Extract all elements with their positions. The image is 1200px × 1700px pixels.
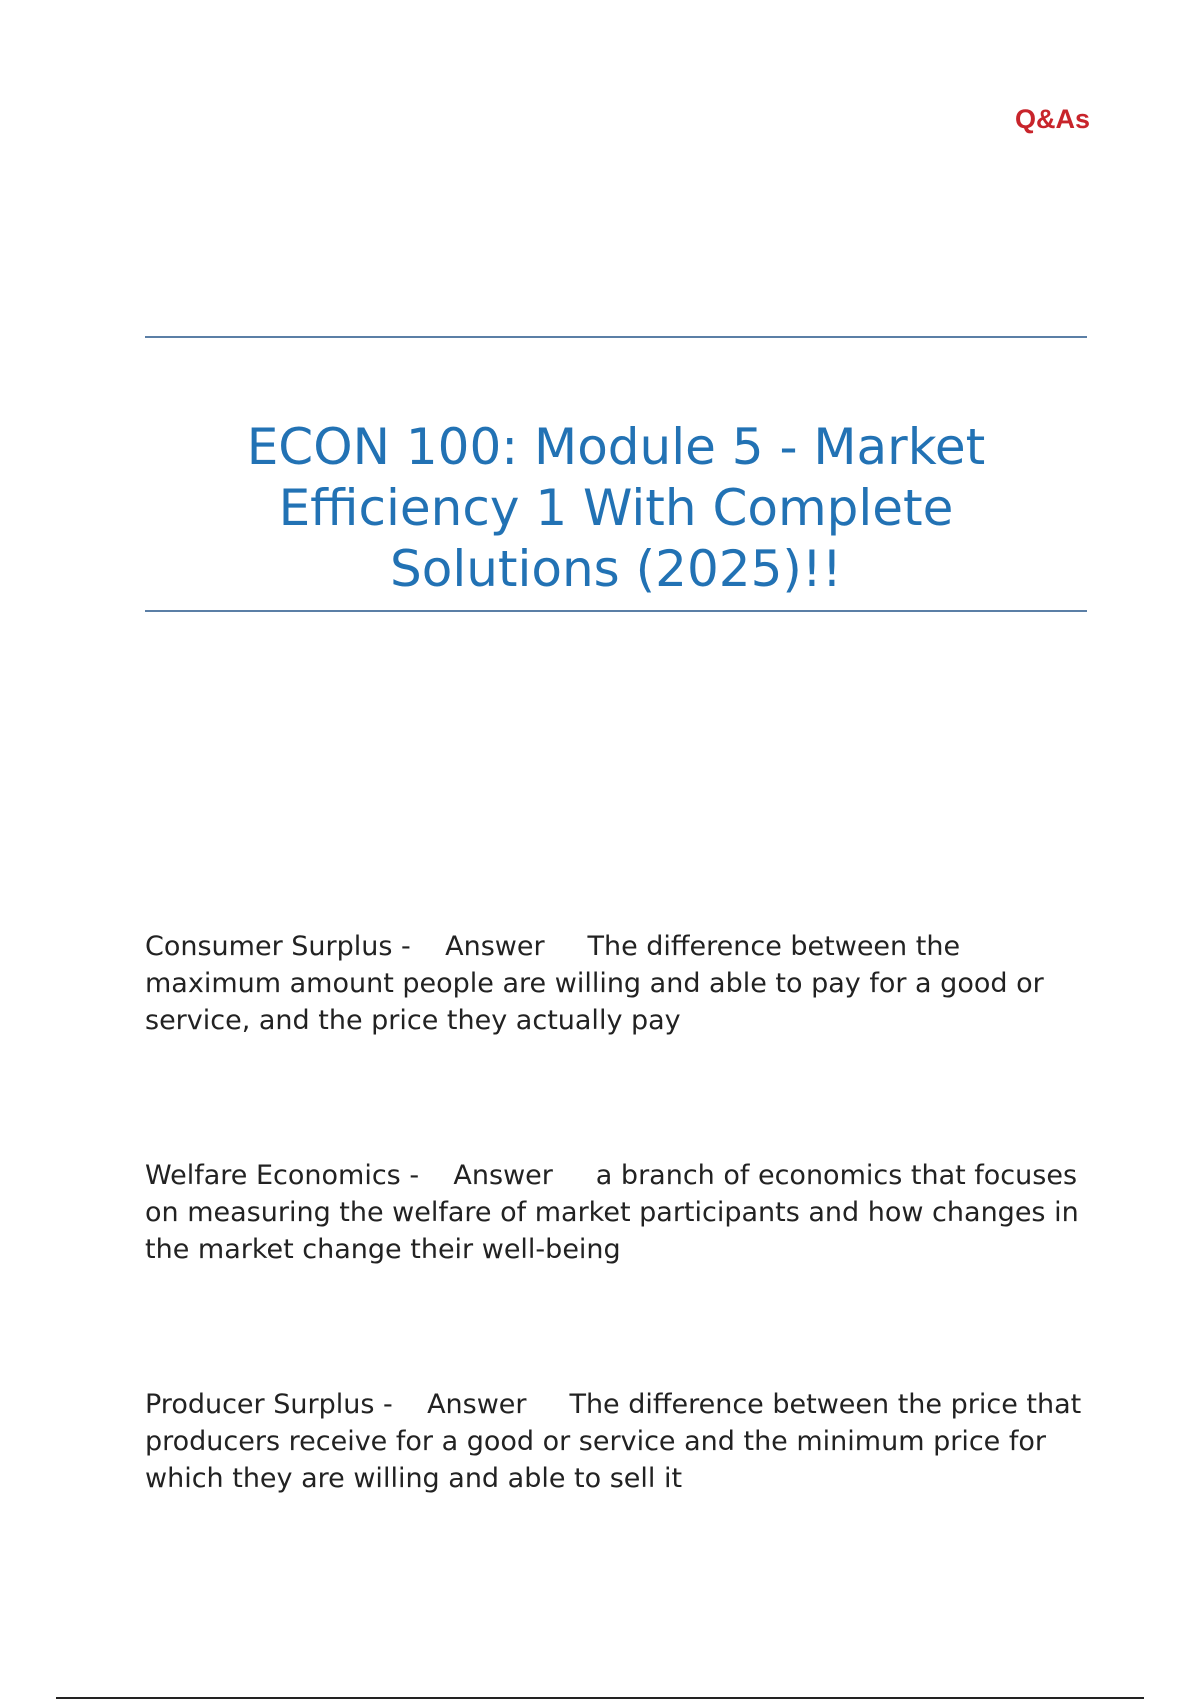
qa-definition: The difference between the price that producers receive for a good or service and the minimum price for which they are willing and able to sell it xyxy=(145,1389,1082,1494)
qa-header-tag: Q&As xyxy=(1014,104,1090,134)
footer-divider xyxy=(56,1697,1144,1699)
title-block xyxy=(145,336,1087,612)
qa-answer-label: Answer xyxy=(453,1160,553,1191)
qa-answer-label: Answer xyxy=(427,1389,527,1420)
qa-list xyxy=(145,928,1095,1615)
qa-definition: a branch of economics that focuses on measuring the welfare of market participants and how changes in the market change their well-being xyxy=(145,1160,1079,1265)
qa-term: Consumer Surplus - xyxy=(145,931,411,962)
qa-item xyxy=(145,1157,1095,1268)
document-title: ECON 100: Module 5 - Market Efficiency 1 With Complete Solutions (2025)!! xyxy=(246,418,986,598)
qa-item xyxy=(145,1386,1095,1497)
qa-term: Welfare Economics - xyxy=(145,1160,420,1191)
qa-answer-label: Answer xyxy=(445,931,545,962)
qa-definition: The difference between the maximum amount people are willing and able to pay for a good or service, and the price they actually pay xyxy=(145,931,1044,1036)
qa-term: Producer Surplus - xyxy=(145,1389,393,1420)
qa-item xyxy=(145,928,1095,1039)
